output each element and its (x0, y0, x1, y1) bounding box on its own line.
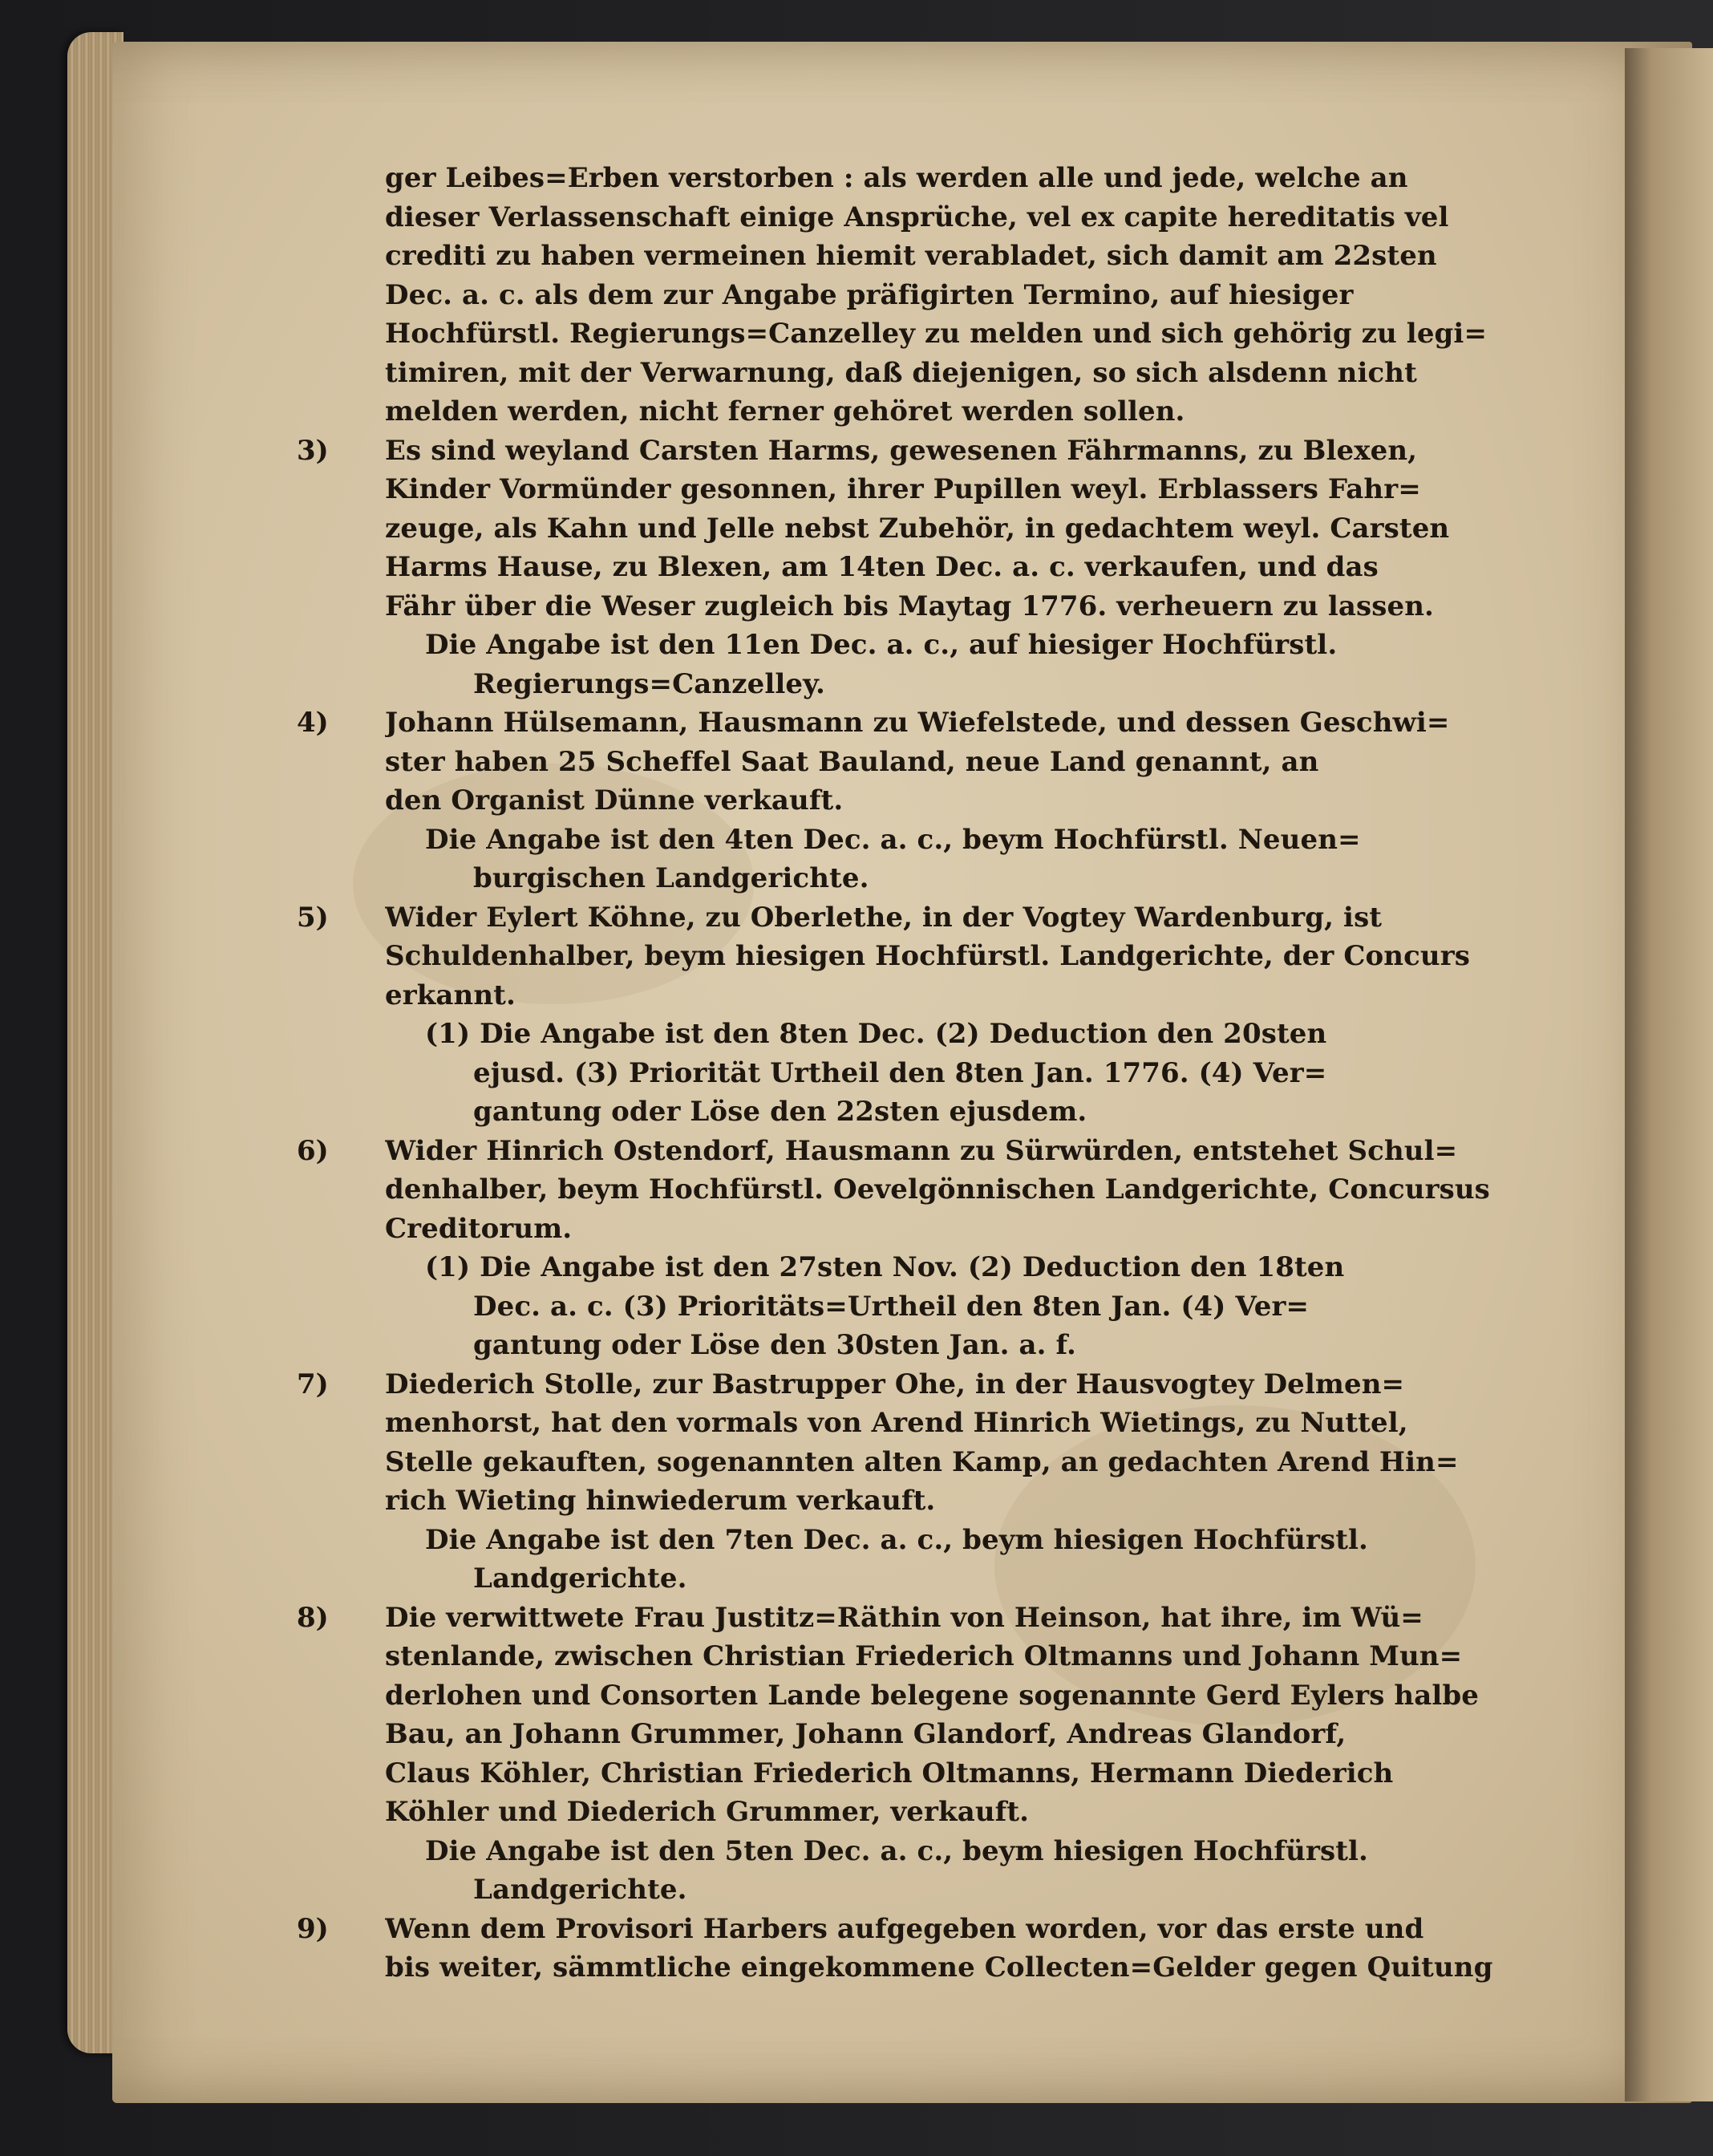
entry-item (273, 1910, 1556, 1988)
entry-text-line: Wider Eylert Köhne, zu Oberlethe, in der Vogtey Wardenburg, ist (385, 901, 1383, 934)
entry-item (273, 1365, 1556, 1599)
note-text-line: Die Angabe ist den 7ten Dec. a. c., beym hiesigen Hochfürstl. (425, 1523, 1368, 1556)
entry-text-line: Johann Hülsemann, Hausmann zu Wiefelstede, und dessen Geschwi= (385, 707, 1450, 739)
entry-text-line: erkannt. (385, 979, 516, 1011)
note-text-line: (1) Die Angabe ist den 8ten Dec. (2) Deduction den 20sten (425, 1018, 1327, 1050)
entry-number: 3) (297, 434, 329, 467)
entry-text-line: Harms Hause, zu Blexen, am 14ten Dec. a. c. verkaufen, und das (385, 551, 1379, 583)
entry-text-line: den Organist Dünne verkauft. (385, 784, 844, 817)
entry-text-line: Köhler und Diederich Grummer, verkauft. (385, 1796, 1030, 1828)
entry-note (385, 1248, 1556, 1365)
entry-text-line: Wider Hinrich Ostendorf, Hausmann zu Sürwürden, entstehet Schul= (385, 1134, 1458, 1167)
note-text-line: gantung oder Löse den 30sten Jan. a. f. (473, 1329, 1076, 1361)
note-text-line: Landgerichte. (473, 1562, 687, 1595)
entry-text-line: bis weiter, sämmtliche eingekommene Collecten=Gelder gegen Quitung (385, 1951, 1493, 1984)
note-text-line: (1) Die Angabe ist den 27sten Nov. (2) Deduction den 18ten (425, 1251, 1345, 1283)
entry-number: 5) (297, 901, 329, 934)
entry-number: 7) (297, 1368, 329, 1400)
entry-text-line: denhalber, beym Hochfürstl. Oevelgönnischen Landgerichte, Concursus (385, 1173, 1490, 1206)
entry-text-line: menhorst, hat den vormals von Arend Hinrich Wietings, zu Nuttel, (385, 1407, 1408, 1439)
entry-note (385, 821, 1556, 898)
note-text-line: Dec. a. c. (3) Prioritäts=Urtheil den 8ten Jan. (4) Ver= (473, 1290, 1310, 1323)
note-text-line: Landgerichte. (473, 1874, 687, 1906)
entry-number: 6) (297, 1134, 329, 1167)
note-text-line: ejusd. (3) Priorität Urtheil den 8ten Jan. 1776. (4) Ver= (473, 1056, 1327, 1089)
lead-paragraph (385, 159, 1556, 432)
text-line: timiren, mit der Verwarnung, daß diejenigen, so sich alsdenn nicht (385, 356, 1417, 389)
entry-text-line: Schuldenhalber, beym hiesigen Hochfürstl. Landgerichte, der Concurs (385, 940, 1470, 972)
text-line: crediti zu haben vermeinen hiemit verabladet, sich damit am 22sten (385, 240, 1437, 272)
entry-item (273, 1132, 1556, 1365)
text-line: dieser Verlassenschaft einige Ansprüche, vel ex capite hereditatis vel (385, 201, 1449, 233)
entry-number: 8) (297, 1601, 329, 1634)
entry-note (385, 1521, 1556, 1599)
entry-text-line: Diederich Stolle, zur Bastrupper Ohe, in der Hausvogtey Delmen= (385, 1368, 1405, 1400)
entry-text-line: stenlande, zwischen Christian Friederich Oltmanns und Johann Mun= (385, 1640, 1463, 1672)
text-line: Dec. a. c. als dem zur Angabe präfigirten Termino, auf hiesiger (385, 278, 1354, 311)
text-line: Hochfürstl. Regierungs=Canzelley zu melden und sich gehörig zu legi= (385, 318, 1488, 350)
entry-list (297, 432, 1556, 1988)
entry-text-line: Claus Köhler, Christian Friederich Oltmanns, Hermann Diederich (385, 1757, 1394, 1789)
entry-item (273, 703, 1556, 898)
text-line: ger Leibes=Erben verstorben : als werden alle und jede, welche an (385, 162, 1408, 194)
entry-text-line: Wenn dem Provisori Harbers aufgegeben worden, vor das erste und (385, 1912, 1424, 1945)
entry-note (385, 1832, 1556, 1910)
entry-text-line: ster haben 25 Scheffel Saat Bauland, neue Land genannt, an (385, 745, 1319, 778)
entry-text-line: Fähr über die Weser zugleich bis Maytag 1776. verheuern zu lassen. (385, 590, 1434, 622)
note-text-line: Die Angabe ist den 5ten Dec. a. c., beym hiesigen Hochfürstl. (425, 1834, 1368, 1867)
note-text-line: gantung oder Löse den 22sten ejusdem. (473, 1096, 1087, 1128)
note-text-line: Regierungs=Canzelley. (473, 667, 825, 700)
entry-item (273, 898, 1556, 1132)
entry-number: 4) (297, 707, 329, 739)
entry-text-line: Bau, an Johann Grummer, Johann Glandorf, Andreas Glandorf, (385, 1718, 1347, 1750)
entry-text-line: rich Wieting hinwiederum verkauft. (385, 1485, 936, 1517)
entry-text-line: Creditorum. (385, 1212, 573, 1245)
entry-item (273, 1599, 1556, 1910)
entry-text-line: Die verwittwete Frau Justitz=Räthin von Heinson, hat ihre, im Wü= (385, 1601, 1423, 1634)
text-line: melden werden, nicht ferner gehöret werden sollen. (385, 395, 1185, 428)
entry-note (385, 626, 1556, 703)
note-text-line: burgischen Landgerichte. (473, 862, 869, 894)
book-gutter (1625, 48, 1713, 2101)
entry-item (273, 432, 1556, 704)
entry-text-line: derlohen und Consorten Lande belegene sogenannte Gerd Eylers halbe (385, 1679, 1479, 1712)
note-text-line: Die Angabe ist den 4ten Dec. a. c., beym Hochfürstl. Neuen= (425, 823, 1361, 856)
entry-text-line: zeuge, als Kahn und Jelle nebst Zubehör, in gedachtem weyl. Carsten (385, 512, 1450, 545)
entry-text-line: Kinder Vormünder gesonnen, ihrer Pupillen weyl. Erblassers Fahr= (385, 473, 1421, 505)
entry-note (385, 1015, 1556, 1132)
note-text-line: Die Angabe ist den 11en Dec. a. c., auf hiesiger Hochfürstl. (425, 629, 1338, 661)
entry-text-line: Stelle gekauften, sogenannten alten Kamp, an gedachten Arend Hin= (385, 1445, 1459, 1478)
document-text (297, 159, 1556, 1988)
entry-text-line: Es sind weyland Carsten Harms, gewesenen Fährmanns, zu Blexen, (385, 434, 1418, 467)
entry-number: 9) (297, 1912, 329, 1945)
